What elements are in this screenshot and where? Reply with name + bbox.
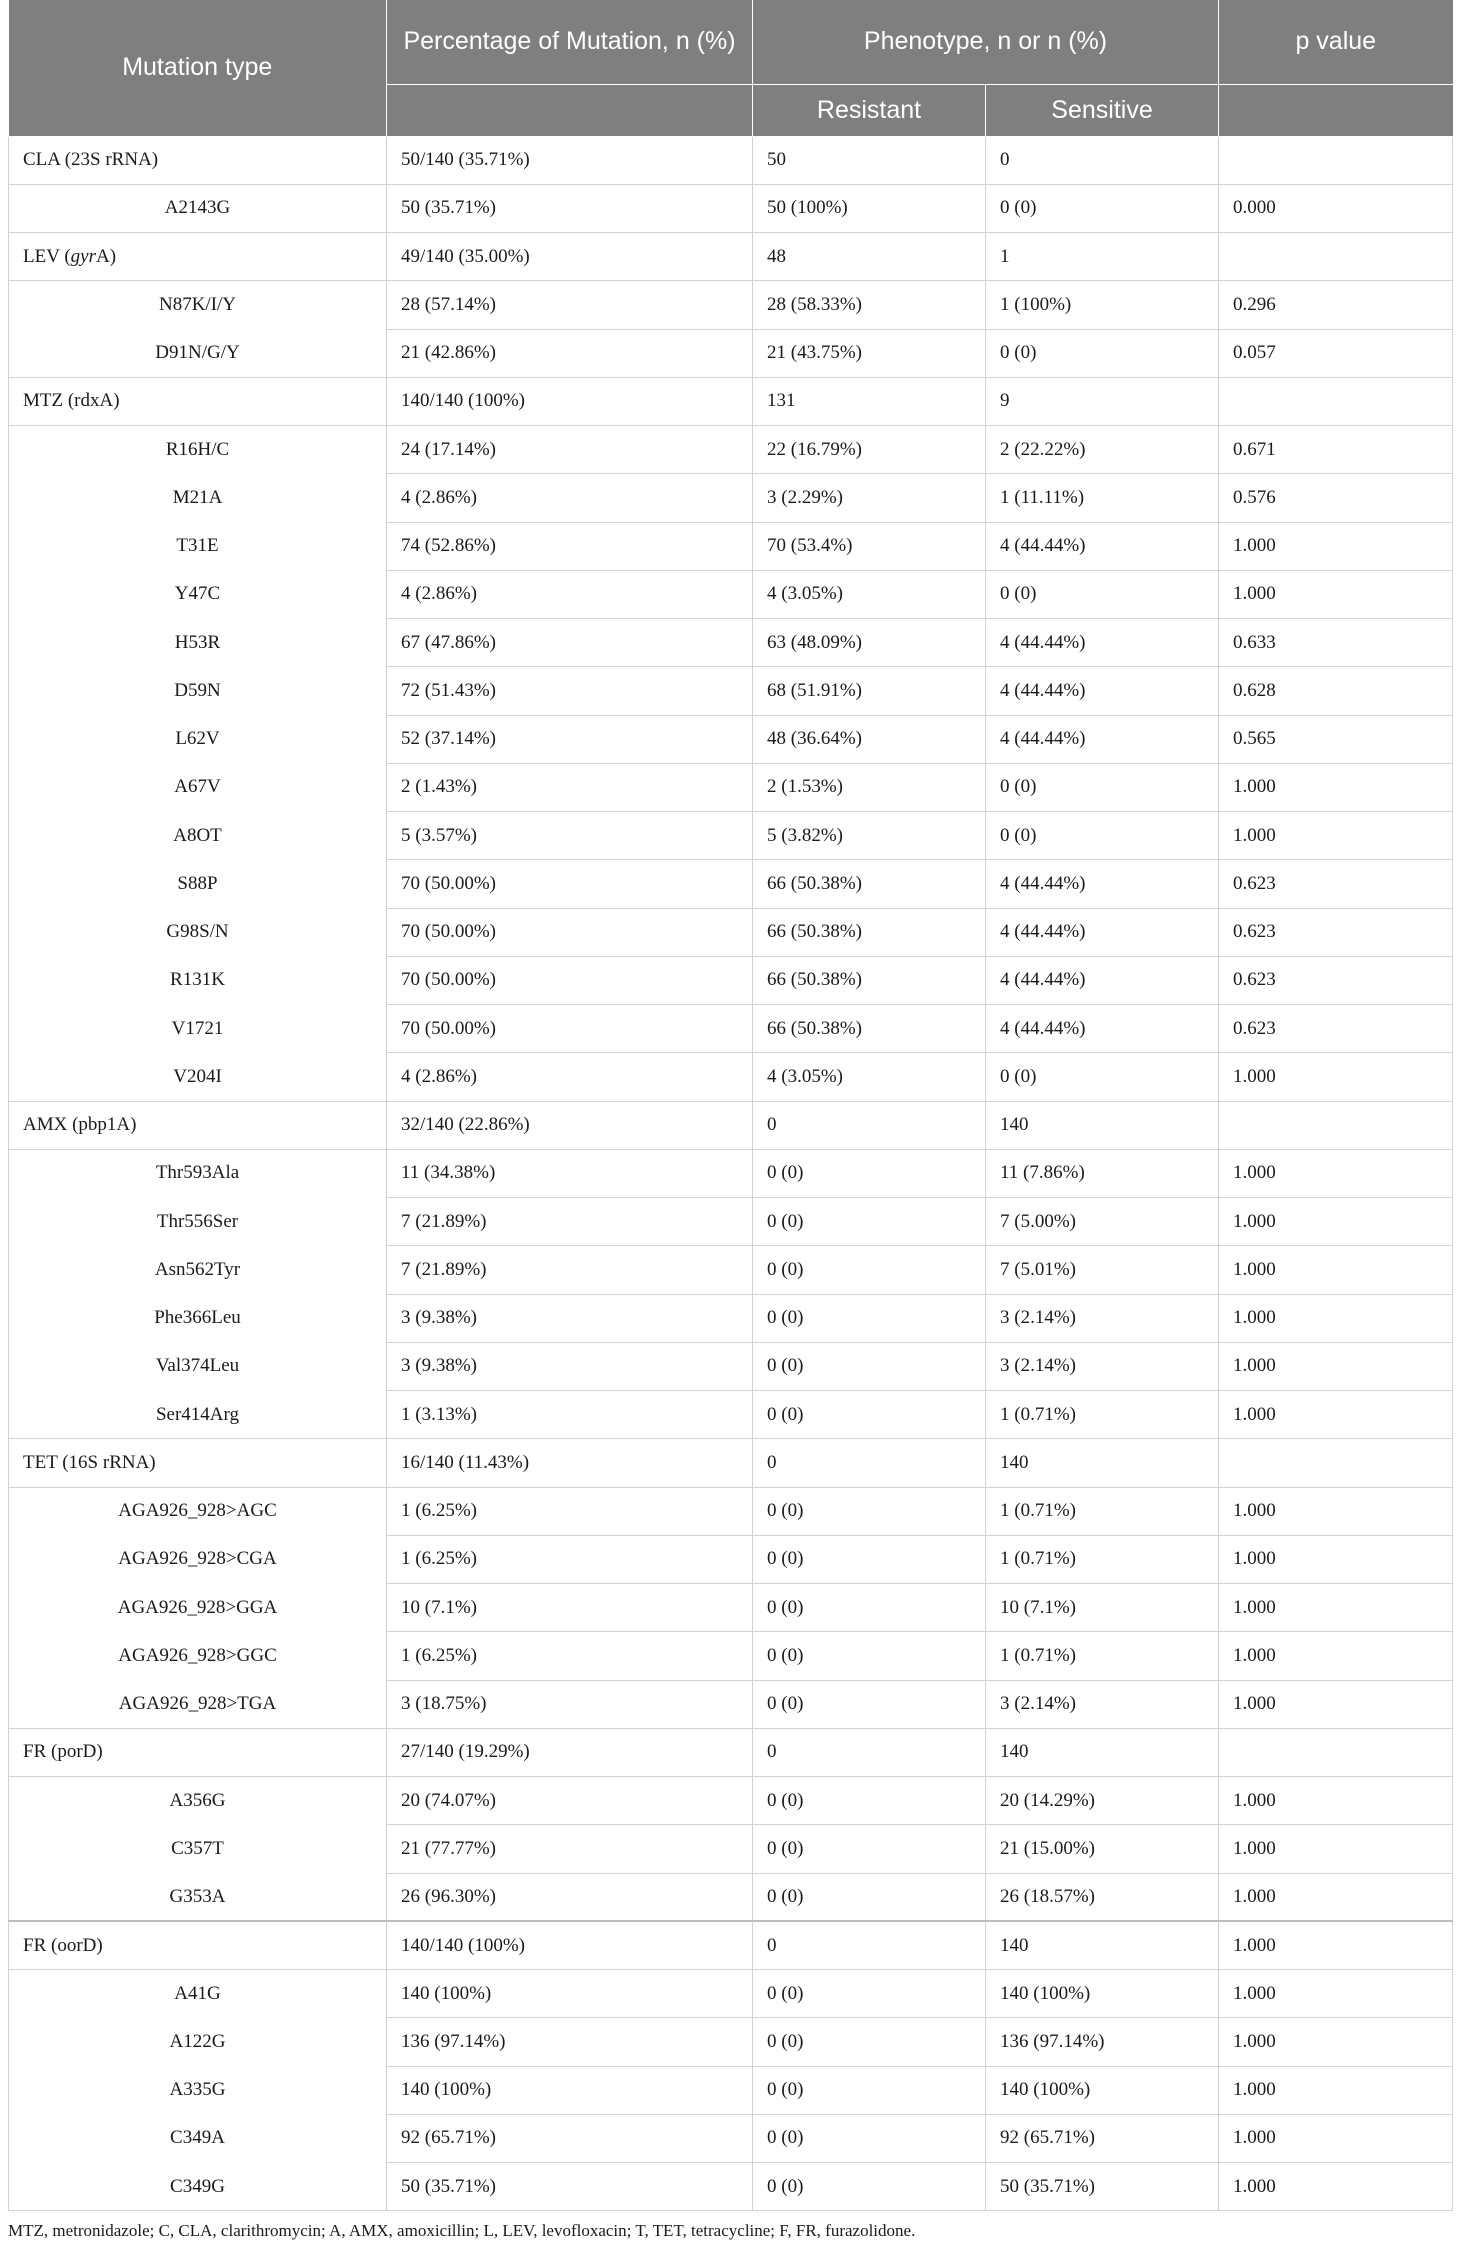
header-sensitive: Sensitive	[986, 84, 1219, 136]
sensitive-cell: 9	[986, 377, 1219, 425]
mutation-row	[9, 1391, 1453, 1439]
percentage-cell: 2 (1.43%)	[387, 763, 753, 811]
group-row	[9, 136, 1453, 184]
resistant-cell: 63 (48.09%)	[753, 619, 986, 667]
mutation-row	[9, 1198, 1453, 1246]
mutation-name-cell: Ser414Arg	[9, 1391, 387, 1439]
mutation-row	[9, 1246, 1453, 1294]
mutation-row	[9, 1005, 1453, 1053]
sensitive-cell: 140	[986, 1101, 1219, 1149]
resistant-cell: 0 (0)	[753, 1198, 986, 1246]
sensitive-cell: 0 (0)	[986, 812, 1219, 860]
group-row	[9, 233, 1453, 281]
sensitive-cell: 3 (2.14%)	[986, 1680, 1219, 1728]
percentage-cell: 4 (2.86%)	[387, 570, 753, 618]
resistant-cell: 3 (2.29%)	[753, 474, 986, 522]
sensitive-cell: 26 (18.57%)	[986, 1873, 1219, 1921]
mutation-name-cell: D91N/G/Y	[9, 329, 387, 377]
mutation-name-cell: AGA926_928>GGA	[9, 1584, 387, 1632]
resistant-cell: 0	[753, 1921, 986, 1969]
group-name-cell: AMX (pbp1A)	[9, 1101, 387, 1149]
percentage-cell: 140/140 (100%)	[387, 1921, 753, 1969]
resistant-cell: 66 (50.38%)	[753, 956, 986, 1004]
mutation-name-cell: AGA926_928>GGC	[9, 1632, 387, 1680]
p-value-cell: 1.000	[1219, 1246, 1453, 1294]
p-value-cell: 1.000	[1219, 1873, 1453, 1921]
percentage-cell: 140 (100%)	[387, 1970, 753, 2018]
sensitive-cell: 1 (0.71%)	[986, 1487, 1219, 1535]
percentage-cell: 21 (42.86%)	[387, 329, 753, 377]
sensitive-cell: 20 (14.29%)	[986, 1777, 1219, 1825]
resistant-cell: 68 (51.91%)	[753, 667, 986, 715]
percentage-cell: 24 (17.14%)	[387, 426, 753, 474]
sensitive-cell: 0	[986, 136, 1219, 184]
p-value-cell: 1.000	[1219, 1294, 1453, 1342]
p-value-cell: 1.000	[1219, 2163, 1453, 2211]
p-value-cell: 0.623	[1219, 908, 1453, 956]
mutation-name-cell: T31E	[9, 522, 387, 570]
table-container	[8, 0, 1452, 2241]
mutation-row	[9, 1970, 1453, 2018]
sensitive-cell: 4 (44.44%)	[986, 908, 1219, 956]
sensitive-cell: 136 (97.14%)	[986, 2018, 1219, 2066]
resistant-cell: 0 (0)	[753, 2114, 986, 2162]
mutation-row	[9, 426, 1453, 474]
resistant-cell: 0 (0)	[753, 1584, 986, 1632]
resistant-cell: 5 (3.82%)	[753, 812, 986, 860]
mutation-name-cell: Phe366Leu	[9, 1294, 387, 1342]
p-value-cell	[1219, 377, 1453, 425]
mutation-name-cell: C357T	[9, 1825, 387, 1873]
p-value-cell: 1.000	[1219, 1487, 1453, 1535]
sensitive-cell: 1 (0.71%)	[986, 1535, 1219, 1583]
group-row	[9, 1439, 1453, 1487]
p-value-cell: 1.000	[1219, 2114, 1453, 2162]
p-value-cell: 0.565	[1219, 715, 1453, 763]
sensitive-cell: 0 (0)	[986, 570, 1219, 618]
percentage-cell: 4 (2.86%)	[387, 1053, 753, 1101]
resistant-cell: 2 (1.53%)	[753, 763, 986, 811]
sensitive-cell: 4 (44.44%)	[986, 1005, 1219, 1053]
resistant-cell: 50	[753, 136, 986, 184]
p-value-cell: 1.000	[1219, 2018, 1453, 2066]
percentage-cell: 50 (35.71%)	[387, 2163, 753, 2211]
header-percentage-blank	[387, 84, 753, 136]
p-value-cell: 0.628	[1219, 667, 1453, 715]
percentage-cell: 20 (74.07%)	[387, 1777, 753, 1825]
p-value-cell: 1.000	[1219, 570, 1453, 618]
p-value-cell: 1.000	[1219, 1921, 1453, 1969]
table-footnote: MTZ, metronidazole; C, CLA, clarithromycin; A, AMX, amoxicillin; L, LEV, levofloxacin; T, TET, tetracycline; F, FR, furazolidone.	[8, 2221, 916, 2241]
percentage-cell: 136 (97.14%)	[387, 2018, 753, 2066]
p-value-cell: 0.296	[1219, 281, 1453, 329]
group-row	[9, 1921, 1453, 1969]
mutation-row	[9, 1584, 1453, 1632]
sensitive-cell: 10 (7.1%)	[986, 1584, 1219, 1632]
p-value-cell: 1.000	[1219, 812, 1453, 860]
percentage-cell: 1 (3.13%)	[387, 1391, 753, 1439]
percentage-cell: 49/140 (35.00%)	[387, 233, 753, 281]
sensitive-cell: 4 (44.44%)	[986, 522, 1219, 570]
p-value-cell: 0.000	[1219, 184, 1453, 232]
header-mutation-type: Mutation type	[9, 0, 387, 136]
resistant-cell: 0 (0)	[753, 1680, 986, 1728]
percentage-cell: 4 (2.86%)	[387, 474, 753, 522]
p-value-cell: 1.000	[1219, 1777, 1453, 1825]
mutation-row	[9, 956, 1453, 1004]
percentage-cell: 21 (77.77%)	[387, 1825, 753, 1873]
p-value-cell: 0.057	[1219, 329, 1453, 377]
resistant-cell: 0 (0)	[753, 1825, 986, 1873]
percentage-cell: 70 (50.00%)	[387, 1005, 753, 1053]
header-p-value-blank	[1219, 84, 1453, 136]
mutation-name-cell: AGA926_928>AGC	[9, 1487, 387, 1535]
mutation-row	[9, 474, 1453, 522]
mutation-name-cell: Asn562Tyr	[9, 1246, 387, 1294]
percentage-cell: 16/140 (11.43%)	[387, 1439, 753, 1487]
group-row	[9, 377, 1453, 425]
table-body	[9, 136, 1453, 2211]
mutation-name-cell: V1721	[9, 1005, 387, 1053]
mutation-row	[9, 1487, 1453, 1535]
p-value-cell	[1219, 233, 1453, 281]
p-value-cell: 1.000	[1219, 763, 1453, 811]
resistant-cell: 0	[753, 1439, 986, 1487]
percentage-cell: 28 (57.14%)	[387, 281, 753, 329]
sensitive-cell: 4 (44.44%)	[986, 956, 1219, 1004]
percentage-cell: 72 (51.43%)	[387, 667, 753, 715]
p-value-cell	[1219, 1728, 1453, 1776]
resistant-cell: 0	[753, 1101, 986, 1149]
mutation-row	[9, 570, 1453, 618]
header-resistant: Resistant	[753, 84, 986, 136]
sensitive-cell: 1 (100%)	[986, 281, 1219, 329]
resistant-cell: 0	[753, 1728, 986, 1776]
sensitive-cell: 4 (44.44%)	[986, 715, 1219, 763]
resistant-cell: 4 (3.05%)	[753, 1053, 986, 1101]
mutation-row	[9, 1632, 1453, 1680]
mutation-name-cell: L62V	[9, 715, 387, 763]
mutation-name-cell: R16H/C	[9, 426, 387, 474]
mutation-row	[9, 1053, 1453, 1101]
sensitive-cell: 92 (65.71%)	[986, 2114, 1219, 2162]
sensitive-cell: 140 (100%)	[986, 1970, 1219, 2018]
sensitive-cell: 1 (0.71%)	[986, 1632, 1219, 1680]
mutation-name-cell: A122G	[9, 2018, 387, 2066]
sensitive-cell: 0 (0)	[986, 1053, 1219, 1101]
header-percentage: Percentage of Mutation, n (%)	[387, 0, 753, 84]
p-value-cell	[1219, 1439, 1453, 1487]
percentage-cell: 27/140 (19.29%)	[387, 1728, 753, 1776]
resistant-cell: 0 (0)	[753, 2066, 986, 2114]
mutation-name-cell: A41G	[9, 1970, 387, 2018]
mutation-row	[9, 619, 1453, 667]
p-value-cell: 1.000	[1219, 1825, 1453, 1873]
mutation-row	[9, 860, 1453, 908]
sensitive-cell: 140	[986, 1439, 1219, 1487]
resistant-cell: 28 (58.33%)	[753, 281, 986, 329]
mutation-row	[9, 329, 1453, 377]
p-value-cell: 1.000	[1219, 1342, 1453, 1390]
percentage-cell: 70 (50.00%)	[387, 908, 753, 956]
sensitive-cell: 50 (35.71%)	[986, 2163, 1219, 2211]
mutation-row	[9, 2018, 1453, 2066]
mutation-table	[8, 0, 1453, 2211]
percentage-cell: 74 (52.86%)	[387, 522, 753, 570]
percentage-cell: 3 (18.75%)	[387, 1680, 753, 1728]
mutation-name-cell: Y47C	[9, 570, 387, 618]
mutation-name-cell: S88P	[9, 860, 387, 908]
p-value-cell: 0.623	[1219, 1005, 1453, 1053]
p-value-cell: 0.671	[1219, 426, 1453, 474]
mutation-row	[9, 1825, 1453, 1873]
resistant-cell: 66 (50.38%)	[753, 860, 986, 908]
resistant-cell: 66 (50.38%)	[753, 908, 986, 956]
mutation-row	[9, 763, 1453, 811]
resistant-cell: 0 (0)	[753, 1873, 986, 1921]
sensitive-cell: 0 (0)	[986, 329, 1219, 377]
resistant-cell: 0 (0)	[753, 1535, 986, 1583]
mutation-name-cell: N87K/I/Y	[9, 281, 387, 329]
resistant-cell: 0 (0)	[753, 1342, 986, 1390]
percentage-cell: 52 (37.14%)	[387, 715, 753, 763]
mutation-name-cell: AGA926_928>TGA	[9, 1680, 387, 1728]
p-value-cell	[1219, 136, 1453, 184]
sensitive-cell: 140 (100%)	[986, 2066, 1219, 2114]
p-value-cell: 1.000	[1219, 1680, 1453, 1728]
sensitive-cell: 0 (0)	[986, 763, 1219, 811]
mutation-row	[9, 812, 1453, 860]
sensitive-cell: 1	[986, 233, 1219, 281]
percentage-cell: 7 (21.89%)	[387, 1198, 753, 1246]
p-value-cell: 1.000	[1219, 1391, 1453, 1439]
percentage-cell: 92 (65.71%)	[387, 2114, 753, 2162]
percentage-cell: 32/140 (22.86%)	[387, 1101, 753, 1149]
p-value-cell	[1219, 1101, 1453, 1149]
p-value-cell: 0.623	[1219, 956, 1453, 1004]
mutation-row	[9, 522, 1453, 570]
group-name-cell: LEV (gyrA)	[9, 233, 387, 281]
sensitive-cell: 4 (44.44%)	[986, 860, 1219, 908]
mutation-name-cell: A356G	[9, 1777, 387, 1825]
percentage-cell: 7 (21.89%)	[387, 1246, 753, 1294]
percentage-cell: 70 (50.00%)	[387, 956, 753, 1004]
sensitive-cell: 140	[986, 1921, 1219, 1969]
resistant-cell: 131	[753, 377, 986, 425]
mutation-name-cell: Val374Leu	[9, 1342, 387, 1390]
mutation-name-cell: D59N	[9, 667, 387, 715]
p-value-cell: 1.000	[1219, 1535, 1453, 1583]
mutation-name-cell: AGA926_928>CGA	[9, 1535, 387, 1583]
resistant-cell: 0 (0)	[753, 1391, 986, 1439]
sensitive-cell: 1 (11.11%)	[986, 474, 1219, 522]
resistant-cell: 0 (0)	[753, 2018, 986, 2066]
resistant-cell: 0 (0)	[753, 1970, 986, 2018]
mutation-name-cell: G353A	[9, 1873, 387, 1921]
p-value-cell: 0.633	[1219, 619, 1453, 667]
percentage-cell: 10 (7.1%)	[387, 1584, 753, 1632]
percentage-cell: 70 (50.00%)	[387, 860, 753, 908]
resistant-cell: 0 (0)	[753, 1246, 986, 1294]
table-header	[9, 0, 1453, 136]
p-value-cell: 1.000	[1219, 1584, 1453, 1632]
resistant-cell: 0 (0)	[753, 1487, 986, 1535]
percentage-cell: 140/140 (100%)	[387, 377, 753, 425]
mutation-row	[9, 715, 1453, 763]
group-name-cell: CLA (23S rRNA)	[9, 136, 387, 184]
resistant-cell: 22 (16.79%)	[753, 426, 986, 474]
percentage-cell: 5 (3.57%)	[387, 812, 753, 860]
p-value-cell: 1.000	[1219, 522, 1453, 570]
mutation-row	[9, 1873, 1453, 1921]
resistant-cell: 4 (3.05%)	[753, 570, 986, 618]
group-name-cell: MTZ (rdxA)	[9, 377, 387, 425]
sensitive-cell: 140	[986, 1728, 1219, 1776]
mutation-name-cell: Thr556Ser	[9, 1198, 387, 1246]
percentage-cell: 50 (35.71%)	[387, 184, 753, 232]
mutation-row	[9, 2114, 1453, 2162]
mutation-row	[9, 2066, 1453, 2114]
resistant-cell: 48 (36.64%)	[753, 715, 986, 763]
mutation-row	[9, 184, 1453, 232]
mutation-row	[9, 667, 1453, 715]
sensitive-cell: 2 (22.22%)	[986, 426, 1219, 474]
group-name-cell: FR (oorD)	[9, 1921, 387, 1969]
resistant-cell: 70 (53.4%)	[753, 522, 986, 570]
header-phenotype: Phenotype, n or n (%)	[753, 0, 1219, 84]
sensitive-cell: 1 (0.71%)	[986, 1391, 1219, 1439]
sensitive-cell: 4 (44.44%)	[986, 619, 1219, 667]
group-name-cell: TET (16S rRNA)	[9, 1439, 387, 1487]
mutation-row	[9, 908, 1453, 956]
p-value-cell: 0.576	[1219, 474, 1453, 522]
percentage-cell: 26 (96.30%)	[387, 1873, 753, 1921]
mutation-row	[9, 1149, 1453, 1197]
percentage-cell: 50/140 (35.71%)	[387, 136, 753, 184]
mutation-row	[9, 1777, 1453, 1825]
resistant-cell: 0 (0)	[753, 1777, 986, 1825]
percentage-cell: 67 (47.86%)	[387, 619, 753, 667]
percentage-cell: 1 (6.25%)	[387, 1535, 753, 1583]
sensitive-cell: 11 (7.86%)	[986, 1149, 1219, 1197]
sensitive-cell: 0 (0)	[986, 184, 1219, 232]
percentage-cell: 140 (100%)	[387, 2066, 753, 2114]
mutation-name-cell: Thr593Ala	[9, 1149, 387, 1197]
header-p-value: p value	[1219, 0, 1453, 84]
resistant-cell: 0 (0)	[753, 1632, 986, 1680]
resistant-cell: 21 (43.75%)	[753, 329, 986, 377]
sensitive-cell: 4 (44.44%)	[986, 667, 1219, 715]
mutation-name-cell: C349A	[9, 2114, 387, 2162]
mutation-name-cell: G98S/N	[9, 908, 387, 956]
mutation-name-cell: A2143G	[9, 184, 387, 232]
mutation-row	[9, 2163, 1453, 2211]
resistant-cell: 50 (100%)	[753, 184, 986, 232]
sensitive-cell: 7 (5.01%)	[986, 1246, 1219, 1294]
percentage-cell: 1 (6.25%)	[387, 1487, 753, 1535]
sensitive-cell: 21 (15.00%)	[986, 1825, 1219, 1873]
mutation-row	[9, 1294, 1453, 1342]
sensitive-cell: 3 (2.14%)	[986, 1294, 1219, 1342]
p-value-cell: 1.000	[1219, 1198, 1453, 1246]
sensitive-cell: 7 (5.00%)	[986, 1198, 1219, 1246]
sensitive-cell: 3 (2.14%)	[986, 1342, 1219, 1390]
percentage-cell: 3 (9.38%)	[387, 1294, 753, 1342]
mutation-row	[9, 1535, 1453, 1583]
mutation-row	[9, 1342, 1453, 1390]
group-row	[9, 1101, 1453, 1149]
percentage-cell: 1 (6.25%)	[387, 1632, 753, 1680]
resistant-cell: 0 (0)	[753, 1149, 986, 1197]
percentage-cell: 3 (9.38%)	[387, 1342, 753, 1390]
mutation-name-cell: M21A	[9, 474, 387, 522]
resistant-cell: 66 (50.38%)	[753, 1005, 986, 1053]
mutation-row	[9, 1680, 1453, 1728]
mutation-name-cell: V204I	[9, 1053, 387, 1101]
p-value-cell: 1.000	[1219, 1053, 1453, 1101]
mutation-name-cell: C349G	[9, 2163, 387, 2211]
group-row	[9, 1728, 1453, 1776]
mutation-name-cell: A335G	[9, 2066, 387, 2114]
p-value-cell: 1.000	[1219, 1970, 1453, 2018]
p-value-cell: 1.000	[1219, 2066, 1453, 2114]
resistant-cell: 0 (0)	[753, 2163, 986, 2211]
p-value-cell: 0.623	[1219, 860, 1453, 908]
mutation-row	[9, 281, 1453, 329]
mutation-name-cell: R131K	[9, 956, 387, 1004]
percentage-cell: 11 (34.38%)	[387, 1149, 753, 1197]
mutation-name-cell: A67V	[9, 763, 387, 811]
mutation-name-cell: H53R	[9, 619, 387, 667]
p-value-cell: 1.000	[1219, 1632, 1453, 1680]
resistant-cell: 48	[753, 233, 986, 281]
mutation-name-cell: A8OT	[9, 812, 387, 860]
resistant-cell: 0 (0)	[753, 1294, 986, 1342]
p-value-cell: 1.000	[1219, 1149, 1453, 1197]
group-name-cell: FR (porD)	[9, 1728, 387, 1776]
